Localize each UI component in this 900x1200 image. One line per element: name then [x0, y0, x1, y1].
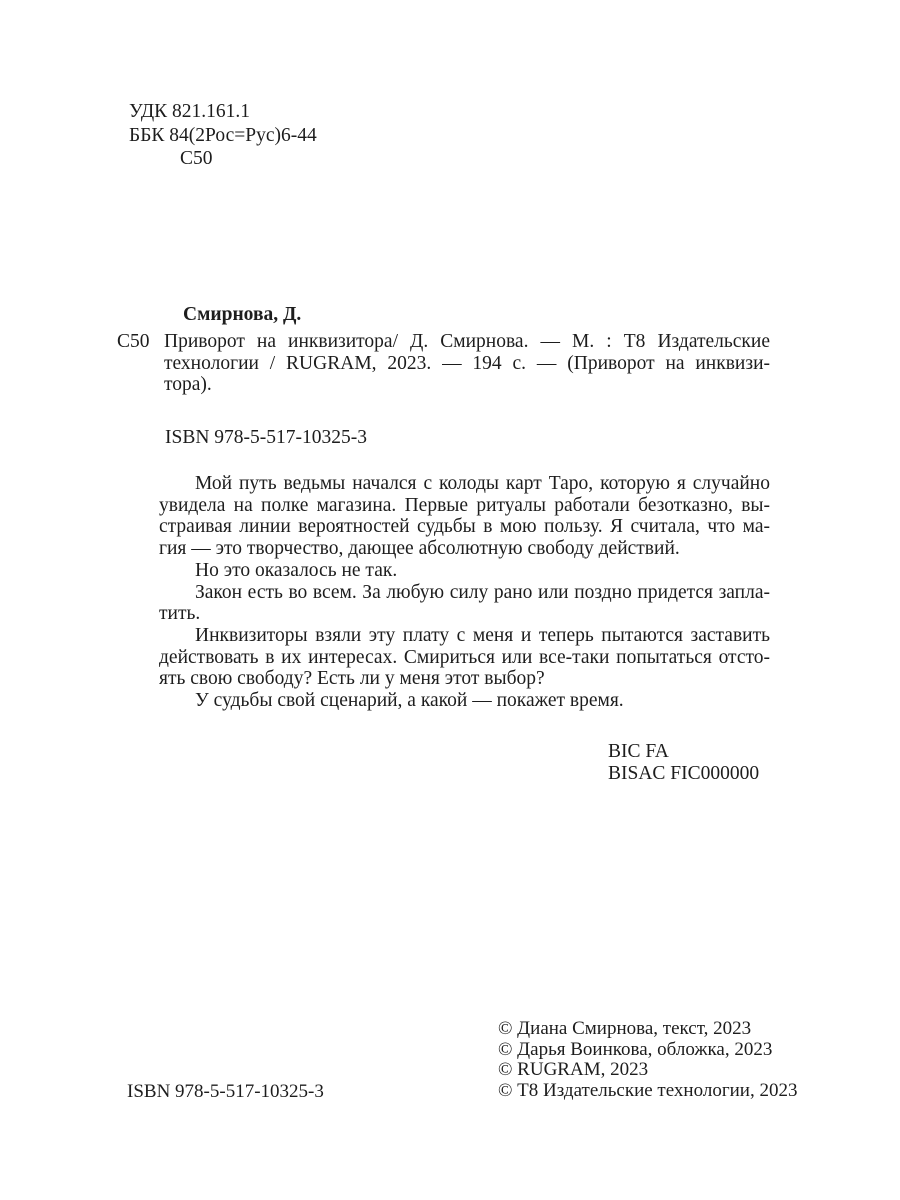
copyright-line: © RUGRAM, 2023: [498, 1059, 649, 1081]
copyright-line: © Т8 Издательские технологии, 2023: [498, 1080, 798, 1102]
udk-line: УДК 821.161.1: [129, 101, 251, 122]
annotation-line: У судьбы свой сценарий, а какой — покажет время.: [195, 690, 624, 712]
annotation-block: [159, 473, 770, 712]
annotation-line: ять свою свободу? Есть ли у меня этот выбор?: [159, 668, 545, 690]
annotation-line: действовать в их интересах. Смириться или все-таки попытаться отсто-: [159, 646, 770, 668]
annotation-line: Мой путь ведьмы начался с колоды карт Таро, которую я случайно: [195, 473, 770, 494]
annotation-line: увидела на полке магазина. Первые ритуалы работали безотказно, вы-: [159, 494, 770, 516]
catalog-card-line: тора).: [164, 374, 212, 396]
annotation-line: страивая линии вероятностей судьбы в мою пользу. Я считала, что ма-: [159, 516, 770, 538]
isbn-footer: ISBN 978-5-517-10325-3: [127, 1081, 324, 1102]
annotation-line: тить.: [159, 603, 201, 625]
annotation-line: гия — это творчество, дающее абсолютную свободу действий.: [159, 538, 680, 560]
catalog-card-author: Смирнова, Д.: [183, 304, 302, 325]
classification-block: [129, 100, 317, 171]
annotation-line: Но это оказалось не так.: [195, 559, 398, 581]
catalog-card-description: [164, 331, 770, 396]
annotation-line: Закон есть во всем. За любую силу рано или поздно придется запла-: [195, 581, 770, 603]
bbk-line: ББК 84(2Рос=Рус)6-44: [129, 124, 317, 146]
copyright-block: [498, 1019, 797, 1102]
bisac-code: BISAC FIC000000: [608, 762, 760, 784]
author-sign: С50: [180, 148, 213, 170]
copyright-line: © Дарья Воинкова, обложка, 2023: [498, 1038, 773, 1060]
trade-codes-block: [608, 741, 759, 784]
catalog-card-line: Приворот на инквизитора/ Д. Смирнова. — М. : Т8 Издательские: [164, 331, 770, 352]
annotation-line: Инквизиторы взяли эту плату с меня и теперь пытаются заставить: [195, 624, 770, 646]
isbn-line: ISBN 978-5-517-10325-3: [165, 427, 368, 448]
catalog-card-line: технологии / RUGRAM, 2023. — 194 с. — (Приворот на инквизи-: [164, 352, 770, 374]
catalog-card-sign: С50: [117, 331, 150, 352]
bic-code: BIC FA: [608, 741, 669, 762]
copyright-line: © Диана Смирнова, текст, 2023: [498, 1018, 752, 1039]
